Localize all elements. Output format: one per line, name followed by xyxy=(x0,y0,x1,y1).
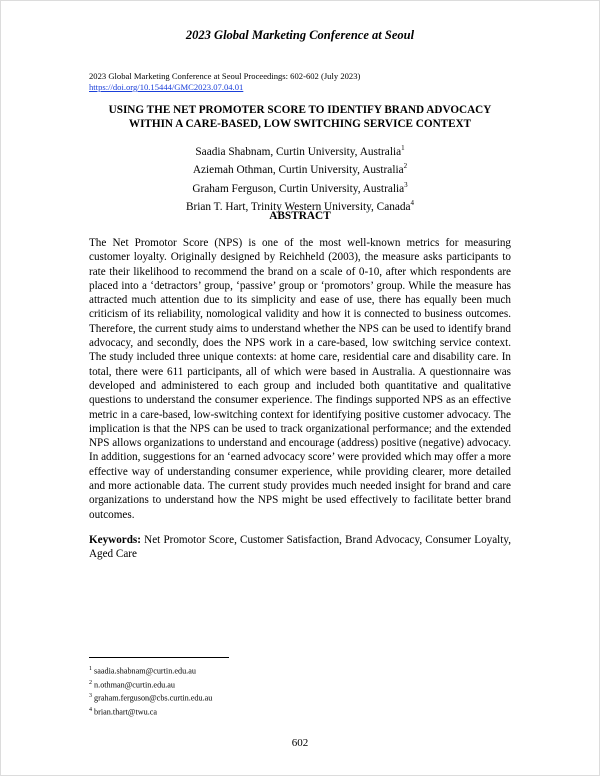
doi-link[interactable]: https://doi.org/10.15444/GMC2023.07.04.01 xyxy=(89,82,244,92)
footnote-marker: 4 xyxy=(89,706,92,713)
abstract-heading: ABSTRACT xyxy=(269,210,331,222)
author-affiliation: Graham Ferguson, Curtin University, Australia xyxy=(192,182,405,195)
citation-block xyxy=(89,71,360,93)
abstract-body: The Net Promotor Score (NPS) is one of the most well-known metrics for measuring customer loyalty. Originally designed by Reichheld (2003), the measure asks participants to rate their likelihood to recommend the brand on a scale of 0-10, after which respondents are placed into a ‘detractors’ group, ‘passive’ group or ‘promotors’ group. While the measure has attracted much attention due to its simplicity and ease of use, there has equally been much criticism of its reliability, nomological validity and how it is connected to business outcomes. Therefore, the current study aims to understand whether the NPS can be used to identify brand advocacy, and secondly, does the NPS work in a care-based, low switching service context. The study included three unique contexts: at home care, residential care and disability care. In total, there were 611 participants, all of which were based in Australia. A questionnaire was developed and administered to each group and included both quantitative and qualitative questions to understand the consumer experience. The findings supported NPS as an effective metric in a care-based, low-switching context for identifying positive customer advocacy. The implication is that the NPS can be used to track organizational performance; and the extended NPS allows organizations to understand and encourage (address) positive (negative) advocacy. In addition, suggestions for an ‘earned advocacy score’ were provided which may offer a more effective way of understanding consumer experience, while providing clearer, more detailed and more actionable data. The current study provides much needed insight for brand and care organizations to understand how the NPS might be used effectively to facilitate better brand outcomes. xyxy=(89,237,511,521)
author-affiliation: Saadia Shabnam, Curtin University, Australia xyxy=(195,145,402,158)
proceedings-line: 2023 Global Marketing Conference at Seoul Proceedings: 602-602 (July 2023) xyxy=(89,71,361,81)
footnote-email: brian.thart@twu.ca xyxy=(94,707,158,717)
footnote-marker: 3 xyxy=(89,693,92,700)
footnote-item xyxy=(89,691,212,705)
footnote-item xyxy=(89,678,212,692)
keywords-paragraph xyxy=(89,533,511,562)
author-line xyxy=(0,141,600,159)
title-line-1: USING THE NET PROMOTER SCORE TO IDENTIFY BRAND ADVOCACY xyxy=(108,104,492,116)
keywords-label: Keywords: xyxy=(89,534,141,546)
footnote-email: saadia.shabnam@curtin.edu.au xyxy=(94,666,196,676)
author-affiliation: Aziemah Othman, Curtin University, Australia xyxy=(192,164,404,177)
page-number: 602 xyxy=(291,737,309,749)
title-line-2: WITHIN A CARE-BASED, LOW SWITCHING SERVICE CONTEXT xyxy=(128,118,472,130)
footnote-item xyxy=(89,705,212,719)
footnote-marker: 2 xyxy=(89,679,92,686)
author-line xyxy=(0,178,600,196)
footnote-marker: 3 xyxy=(404,180,408,189)
footnote-divider xyxy=(89,657,229,658)
footnote-marker: 1 xyxy=(401,144,405,152)
keywords-text: Net Promotor Score, Customer Satisfaction, Brand Advocacy, Consumer Loyalty, Aged Care xyxy=(89,534,511,561)
footnote-email: n.othman@curtin.edu.au xyxy=(94,680,176,690)
author-line xyxy=(0,159,600,177)
footnote-email: graham.ferguson@cbs.curtin.edu.au xyxy=(94,693,213,703)
paper-title xyxy=(60,103,540,131)
footnote-item xyxy=(89,664,212,678)
author-affiliation: Brian T. Hart, Trinity Western University, Canada xyxy=(185,200,411,213)
footnote-marker: 2 xyxy=(403,162,408,171)
running-header: 2023 Global Marketing Conference at Seoul xyxy=(185,28,415,42)
footnote-marker: 1 xyxy=(89,666,92,672)
author-list xyxy=(0,141,600,214)
footnotes xyxy=(89,664,212,718)
footnote-marker: 4 xyxy=(410,199,415,208)
